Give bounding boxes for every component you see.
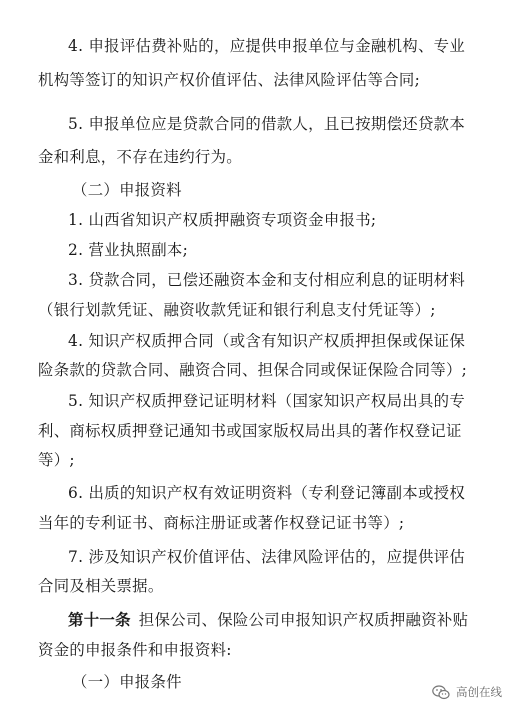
text-line: 金和利息，不存在违约行为。 (38, 148, 242, 166)
text-line: 7. 涉及知识产权价值评估、法律风险评估的，应提供评估 (68, 548, 466, 566)
text-line: 等）; (38, 451, 75, 469)
text-line: 险条款的贷款合同、融资合同、担保合同或保证保险合同等）; (38, 361, 468, 379)
watermark-text: 高创在线 (456, 685, 502, 699)
article-heading: 第十一条 (68, 611, 131, 629)
text-line: 合同及相关票据。 (38, 577, 164, 595)
text-line: 5. 申报单位应是贷款合同的借款人，且已按期偿还贷款本 (68, 115, 466, 133)
section-heading: （二）申报资料 (72, 181, 182, 199)
text-line: 机构等签订的知识产权价值评估、法律风险评估等合同; (38, 71, 421, 89)
text-line: 4. 申报评估费补贴的，应提供申报单位与金融机构、专业 (68, 37, 466, 55)
text-line: 5. 知识产权质押登记证明材料（国家知识产权局出具的专 (68, 392, 466, 410)
text-line: 当年的专利证书、商标注册证或著作权登记证书等）; (38, 514, 405, 532)
section-heading: （一）申报条件 (72, 673, 182, 691)
watermark (432, 684, 502, 700)
text-line: 6. 出质的知识产权有效证明资料（专利登记簿副本或授权 (68, 484, 466, 502)
text-line: 4. 知识产权质押合同（或含有知识产权质押担保或保证保 (68, 332, 466, 350)
article-line (68, 610, 498, 630)
wechat-icon (432, 685, 450, 700)
text-line: 2. 营业执照副本; (68, 241, 189, 259)
article-text: 担保公司、保险公司申报知识产权质押融资补贴 (138, 611, 469, 629)
text-line: （银行划款凭证、融资收款凭证和银行利息支付凭证等）; (38, 301, 436, 319)
text-line: 3. 贷款合同，已偿还融资本金和支付相应利息的证明材料 (68, 271, 466, 289)
text-line: 资金的申报条件和申报资料: (38, 641, 232, 659)
text-line: 利、商标权质押登记通知书或国家版权局出具的著作权登记证 (38, 422, 462, 440)
text-line: 1. 山西省知识产权质押融资专项资金申报书; (68, 211, 377, 229)
